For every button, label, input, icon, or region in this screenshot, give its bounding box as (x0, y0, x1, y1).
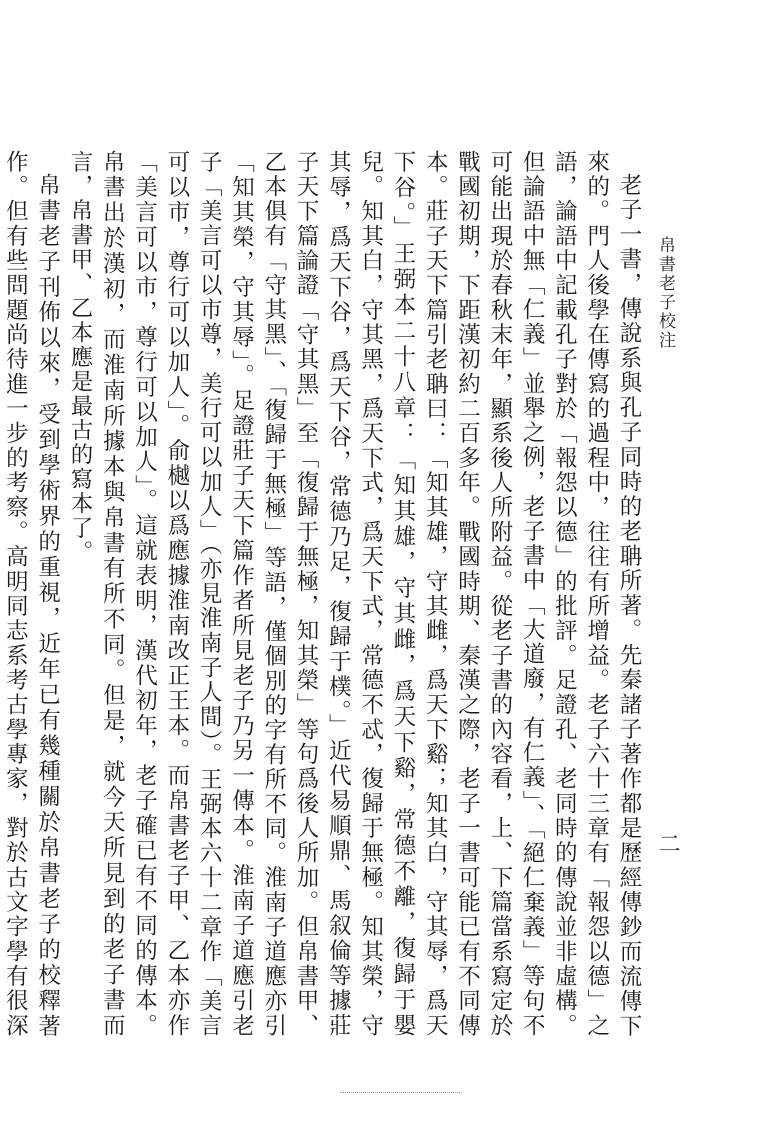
paragraph-2: 帛書老子刊佈以來，受到學術界的重視，近年已有幾種關於帛書老子的校釋著作。但有些問題尚待進一步的考察。高明同志系考古學專家，對於古文字學有很深 (2, 150, 61, 1038)
paragraph-1: 老子一書，傳說系與孔子同時的老聃所著。先秦諸子著作都是歷經傳鈔而流傳下來的。門人後學在傳寫的過程中，往往有所增益。老子六十三章有「報怨以德」之語，論語中記載孔子對於「報怨以德」的批評。足證孔、老同時的傳說並非虛構。但論語中無「仁義」並舉之例，老子書中「大道廢，有仁義」、「絕仁棄義」等句不可能出現於春秋末年，顯系後人所附益。從老子書的內容看，上、下篇當系寫定於戰國初期，下距漢初約二百多年。戰國時期、秦漢之際，老子一書可能已有不同傳本。莊子天下篇引老聃曰：「知其雄，守其雌，爲天下谿；知其白，守其辱，爲天下谷。」王弼本二十八章：「知其雄，守其雌，爲天下谿，常德不離，復歸于嬰兒。知其白，守其黑，爲天下式，爲天下式，常德不忒，復歸于無極。知其榮，守其辱，爲天下谷，爲天下谷，常德乃足，復歸于樸。」近代易順鼎、馬叙倫等據莊子天下篇論證「守其黑」至「復歸于無極，知其榮」等句爲後人所加。但帛書甲、乙本俱有「守其黑」、「復歸于無極」等語，僅個別的字有所不同。淮南子道應亦引「知其榮，守其辱」。足證莊子天下篇作者所見老子乃另一傳本。淮南子道應引老子「美言可以市尊，美行可以加人」（亦見淮南子人間）。王弼本六十二章作「美言可以市，尊行可以加人」。俞樾以爲應據淮南改正王本。而帛書老子甲、乙本亦作「美言可以市，尊行可以加人」。這就表明，漢代初年，老子確已有不同的傳本。帛書出於漢初，而淮南所據本與帛書有所不同。但是，就今天所見到的老子書而言，帛書甲、乙本應是最古的寫本了。 (66, 150, 642, 1038)
running-header: 帛書老子校注 (655, 236, 675, 350)
footer-divider (340, 1092, 460, 1096)
body-text (2, 150, 645, 1038)
page-number: 二 (655, 832, 680, 854)
